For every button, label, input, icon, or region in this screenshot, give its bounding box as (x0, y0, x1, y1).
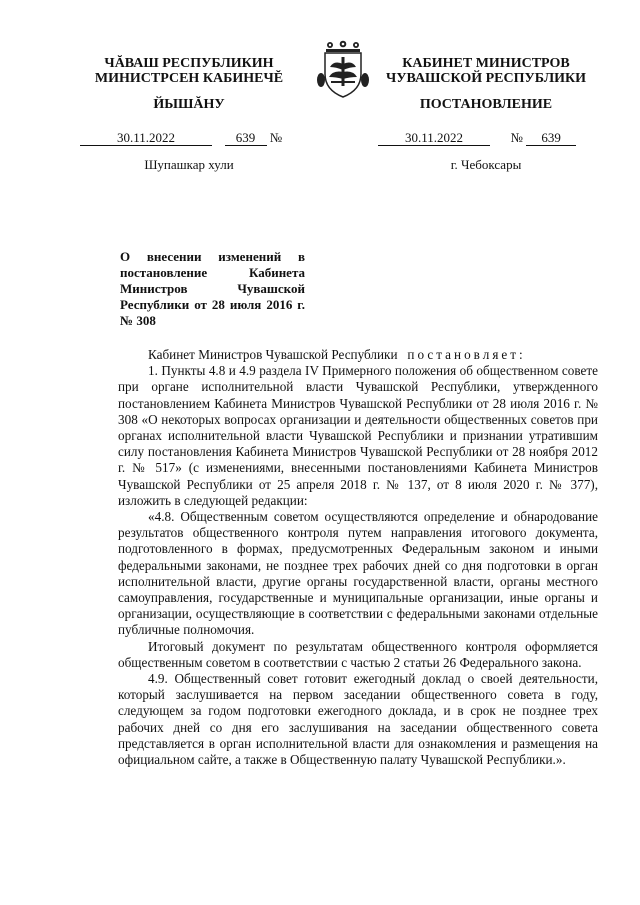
header-right-doc-type: ПОСТАНОВЛЕНИЕ (419, 97, 553, 112)
right-number-sign: № (510, 130, 523, 145)
dateline-right (378, 130, 608, 146)
body-paragraph-2: «4.8. Общественным советом осуществляются определение и обнародование результатов общественного контроля путем направления итогового документа, подготовленного в формах, предусмотренных Федеральным законом и иными федеральными законами, не позднее трех рабочих дней со дня подготовки в орган исполнительной власти, другие органы государственной власти, органы местного самоуправления, государственные и муниципальные организации, иные органы и организации, осуществляющие в соответствии с федеральными законами отдельные публичные полномочия. (118, 509, 598, 638)
header-right-title (376, 56, 596, 86)
body-paragraph-4: 4.9. Общественный совет готовит ежегодный доклад о своей деятельности, который заслушивается на первом заседании общественного совета в году, следующем за годом подготовки ежегодного доклада, и в срок не позднее трех рабочих дней со дня его заслушивания на заседании общественного совета представляется в орган исполнительной власти для ознакомления и размещения на официальном сайте, а также в Общественную палату Чувашской Республики.». (118, 671, 598, 768)
body-paragraph-3: Итоговый документ по результатам общественного контроля оформляется общественным советом в соответствии с частью 2 статьи 26 Федерального закона. (118, 638, 598, 670)
right-date: 30.11.2022 (378, 131, 490, 146)
header-left-line1: ЧĂВАШ РЕСПУБЛИКИН (104, 56, 274, 71)
header-right-line2: ЧУВАШСКОЙ РЕСПУБЛИКИ (385, 71, 587, 86)
right-number: 639 (526, 131, 576, 146)
left-date: 30.11.2022 (80, 131, 212, 146)
body-paragraph-1: 1. Пункты 4.8 и 4.9 раздела IV Примерного положения об общественном совете при органе исполнительной власти Чувашской Республики, утвержденного постановлением Кабинета Министров Чувашской Республики от 28 июля 2016 г. № 308 «О некоторых вопросах организации и деятельности общественных советов при органах исполнительной власти Чувашской Республики и признании утратившим силу постановления Кабинета Министров Чувашской Республики от 28 ноября 2012 г. № 517» (с изменениями, внесенными постановлениями Кабинета Министров Чувашской Республики от 25 апреля 2018 г. № 137, от 8 июля 2020 г. № 377), изложить в следующей редакции: (118, 363, 598, 508)
header-left-title (74, 56, 304, 86)
left-number: 639 (225, 131, 267, 146)
header-right-line1: КАБИНЕТ МИНИСТРОВ (402, 56, 570, 71)
place-left: Шупашкар хули (144, 157, 234, 172)
body-intro-verb: постановляет: (407, 347, 526, 362)
chuvash-emblem-icon (314, 40, 372, 100)
body-intro-text: Кабинет Министров Чувашской Республики (148, 347, 398, 362)
document-subject: О внесении изменений в постановление Кабинета Министров Чувашской Республики от 28 июля 2016 г. № 308 (120, 249, 305, 328)
body-intro (118, 347, 598, 363)
header-left-line2: МИНИСТРСЕН КАБИНЕЧĔ (94, 71, 284, 86)
document-body (118, 347, 598, 768)
dateline-left (80, 130, 310, 146)
header-left-doc-type: ЙЫШĂНУ (153, 97, 225, 112)
left-number-sign: № (269, 130, 283, 145)
place-right: г. Чебоксары (450, 157, 522, 172)
